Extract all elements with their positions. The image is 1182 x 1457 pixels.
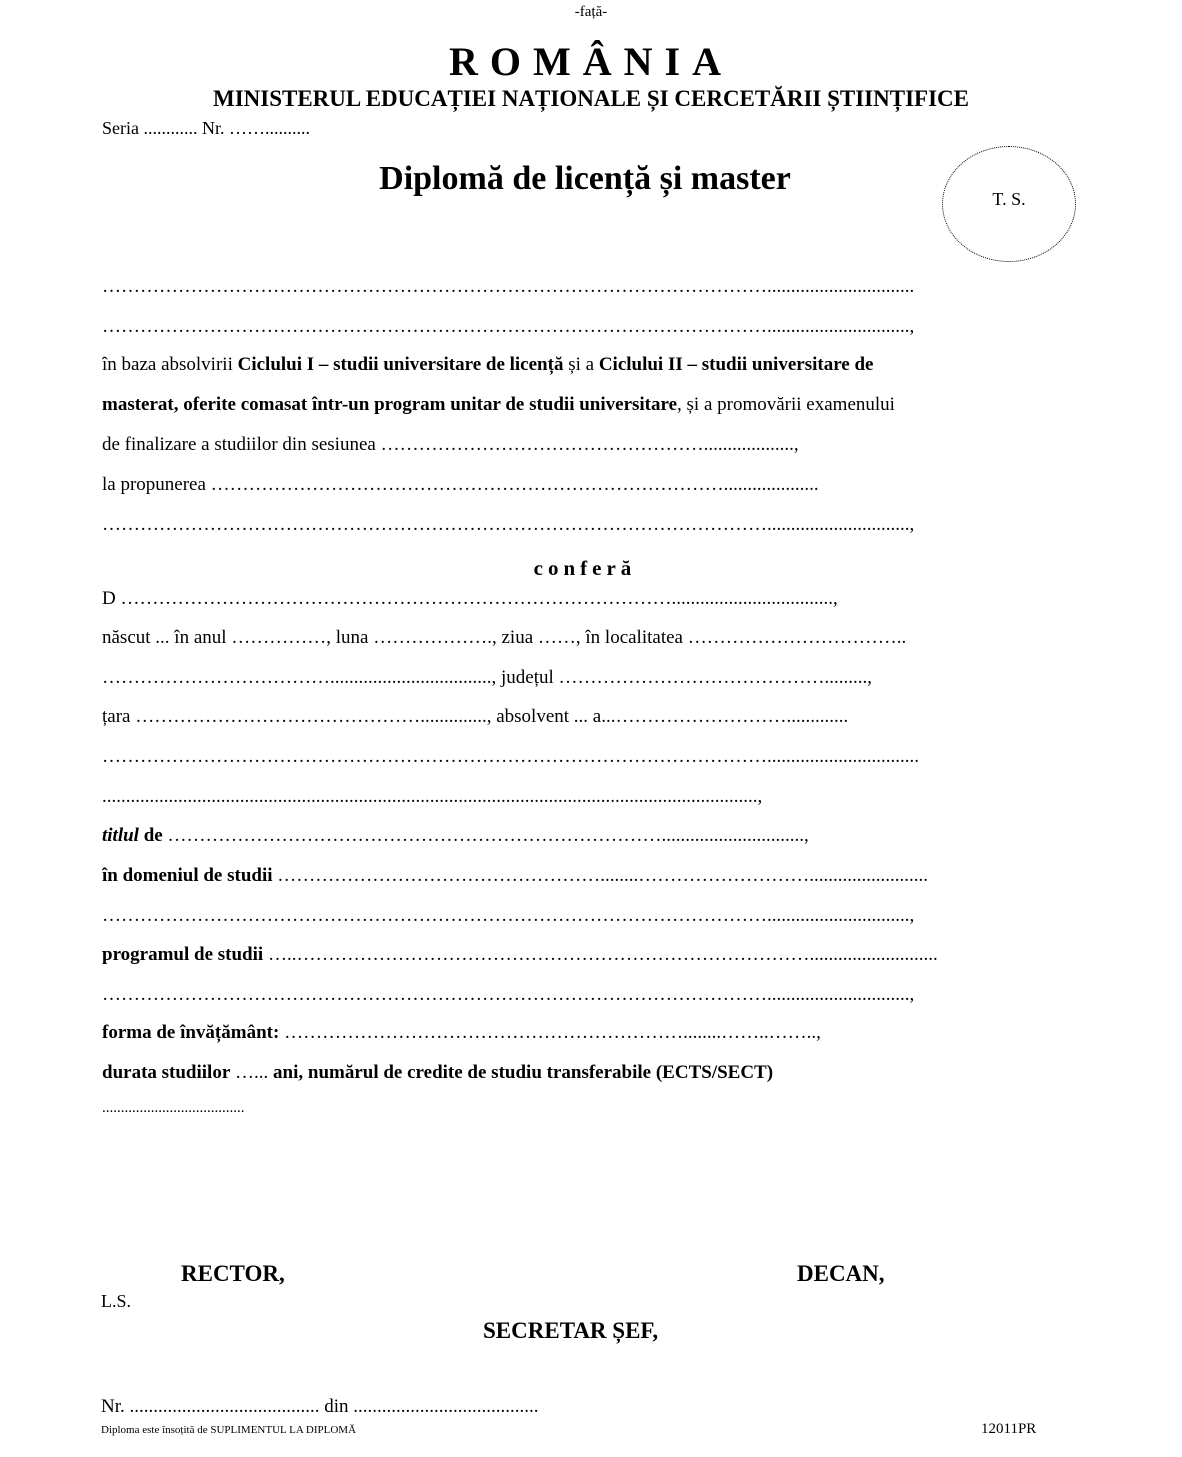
domain-label: în domeniul de studii xyxy=(102,865,273,886)
proposal-line: la propunerea ……………………………………………………………………….................... xyxy=(102,474,819,495)
duration-dots: …... xyxy=(230,1062,274,1083)
rector-signature: RECTOR, xyxy=(181,1261,285,1286)
domain-line xyxy=(102,865,1066,887)
birth-line: născut ... în anul ……………, luna ………………., ziua ……, în localitatea …………………………….. xyxy=(102,627,907,648)
study-form-dots: ………………………………………………………........……..…….., xyxy=(279,1022,821,1043)
blank-line-4: ……………………………………………………………………………………………................................ xyxy=(102,746,919,767)
recipient-line: D …………………………………………………………………………….................................., xyxy=(102,588,838,609)
blank-line-6: …………………………………………………………………………………………….............................., xyxy=(102,905,915,926)
cycle-two-text: Ciclului II – studii universitare de xyxy=(598,354,874,375)
cycle-one-text: Ciclului I – studii universitare de licență xyxy=(237,354,564,375)
registration-line: Nr. ........................................ din ....................................... xyxy=(101,1396,539,1417)
ls-mark: L.S. xyxy=(101,1291,132,1311)
side-note: -față- xyxy=(574,4,608,20)
degree-title-line xyxy=(102,825,1066,847)
seal-label: T. S. xyxy=(992,189,1026,209)
exam-text: , și a promovării examenului xyxy=(677,394,895,415)
credits-text: ani, numărul de credite de studiu transferabile (ECTS/SECT) xyxy=(273,1062,774,1083)
program-line xyxy=(102,944,1066,966)
supplement-note: Diploma este însoțită de SUPLIMENTUL LA DIPLOMĂ xyxy=(101,1424,357,1436)
degree-title-dots: …………………………………………………………………….............................., xyxy=(162,825,809,846)
country-line: țara ……………………………………….............., absolvent ... a...………………………............. xyxy=(102,706,849,727)
chief-secretary-signature: SECRETAR ȘEF, xyxy=(483,1318,659,1343)
domain-dots: ……………………………………………........………………………......................... xyxy=(272,865,929,886)
form-code: 12011PR xyxy=(981,1421,1037,1437)
blank-line-7: …………………………………………………………………………………………….............................., xyxy=(102,984,915,1005)
blank-line-1: ……………………………………………………………………………………………............................... xyxy=(102,276,915,297)
duration-line xyxy=(102,1062,1066,1084)
seal-stamp xyxy=(942,146,1076,262)
blank-line-5: .........................................................................................................................................., xyxy=(102,786,763,807)
program-description: masterat, oferite comasat într-un program unitar de studii universitare xyxy=(102,394,678,415)
study-form-line xyxy=(102,1022,1066,1044)
country-heading: ROMÂNIA xyxy=(449,39,733,84)
series-number-line: Seria ............ Nr. …….......... xyxy=(102,118,310,138)
basis-connector: și a xyxy=(563,354,599,375)
basis-paragraph-line-1 xyxy=(102,354,1066,376)
session-line: de finalizare a studiilor din sesiunea ……………………………………………..................., xyxy=(102,434,799,455)
program-dots: …..………………………………………………………………………........................... xyxy=(263,944,938,965)
dean-signature: DECAN, xyxy=(797,1261,885,1286)
confers-heading: conferă xyxy=(533,556,637,580)
blank-line-2: …………………………………………………………………………………………….............................., xyxy=(102,316,915,337)
duration-label: durata studiilor xyxy=(102,1062,231,1083)
county-line: ……………………………….................................., județul ……………………………………........., xyxy=(102,667,873,688)
blank-line-3: …………………………………………………………………………………………….............................., xyxy=(102,514,915,535)
basis-intro: în baza absolvirii xyxy=(102,354,238,375)
degree-title-de: de xyxy=(138,825,163,846)
basis-paragraph-line-2 xyxy=(102,394,1066,416)
study-form-label: forma de învățământ: xyxy=(102,1022,280,1043)
ministry-heading: MINISTERUL EDUCAȚIEI NAȚIONALE ȘI CERCETĂRII ȘTIINȚIFICE xyxy=(212,86,969,111)
degree-title-label: titlul xyxy=(102,825,139,846)
credits-dots-line: ...................................... xyxy=(102,1100,245,1116)
program-label: programul de studii xyxy=(102,944,264,965)
document-title: Diplomă de licență și master xyxy=(379,160,791,197)
